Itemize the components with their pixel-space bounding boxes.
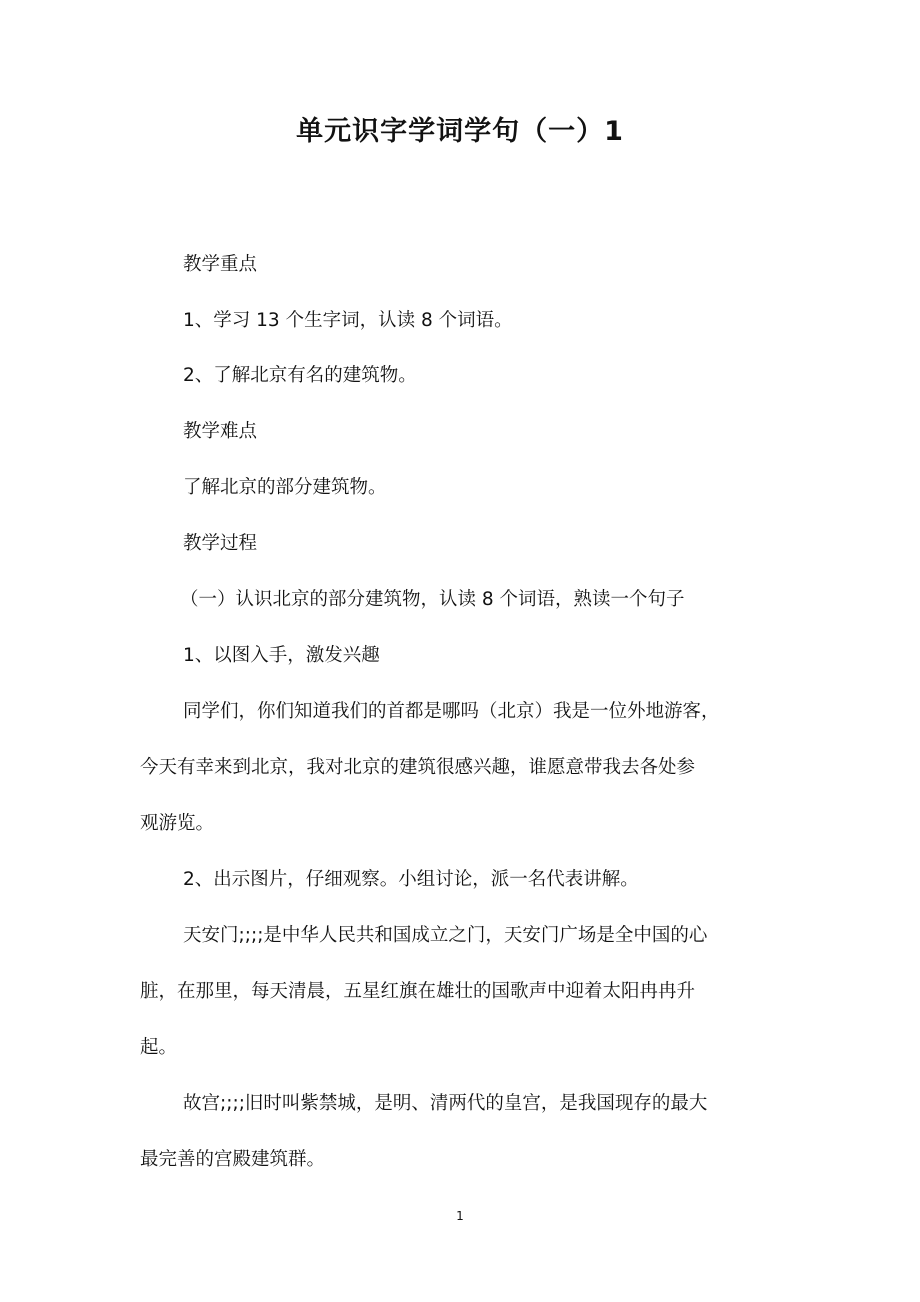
paragraph-line: 最完善的宫殿建筑群。 <box>140 1149 326 1170</box>
difficulty-text: 了解北京的部分建筑物。 <box>183 477 387 498</box>
heading-teaching-process: 教学过程 <box>183 533 258 554</box>
heading-teaching-difficulty: 教学难点 <box>183 421 258 442</box>
paragraph-line: 故宫;;;;旧时叫紫禁城，是明、清两代的皇宫，是我国现存的最大 <box>183 1093 708 1114</box>
paragraph-line: 观游览。 <box>140 813 215 834</box>
focus-item-1: 1、学习 13 个生字词，认读 8 个词语。 <box>183 310 513 331</box>
process-step-2: 2、出示图片，仔细观察。小组讨论，派一名代表讲解。 <box>183 869 639 890</box>
process-step-1: 1、以图入手，激发兴趣 <box>183 645 380 666</box>
page-number: 1 <box>456 1209 464 1223</box>
heading-teaching-focus: 教学重点 <box>183 254 258 275</box>
paragraph-line: 同学们，你们知道我们的首都是哪吗（北京）我是一位外地游客， <box>183 701 720 722</box>
document-title: 单元识字学词学句（一）1 <box>296 116 624 147</box>
paragraph-line: 今天有幸来到北京，我对北京的建筑很感兴趣，谁愿意带我去各处参 <box>140 757 696 778</box>
paragraph-line: 脏，在那里，每天清晨，五星红旗在雄壮的国歌声中迎着太阳冉冉升 <box>140 981 696 1002</box>
focus-item-2: 2、了解北京有名的建筑物。 <box>183 365 417 386</box>
process-section-1: （一）认识北京的部分建筑物，认读 8 个词语，熟读一个句子 <box>180 589 685 610</box>
paragraph-line: 天安门;;;;是中华人民共和国成立之门，天安门广场是全中国的心 <box>183 925 708 946</box>
paragraph-line: 起。 <box>140 1037 178 1058</box>
